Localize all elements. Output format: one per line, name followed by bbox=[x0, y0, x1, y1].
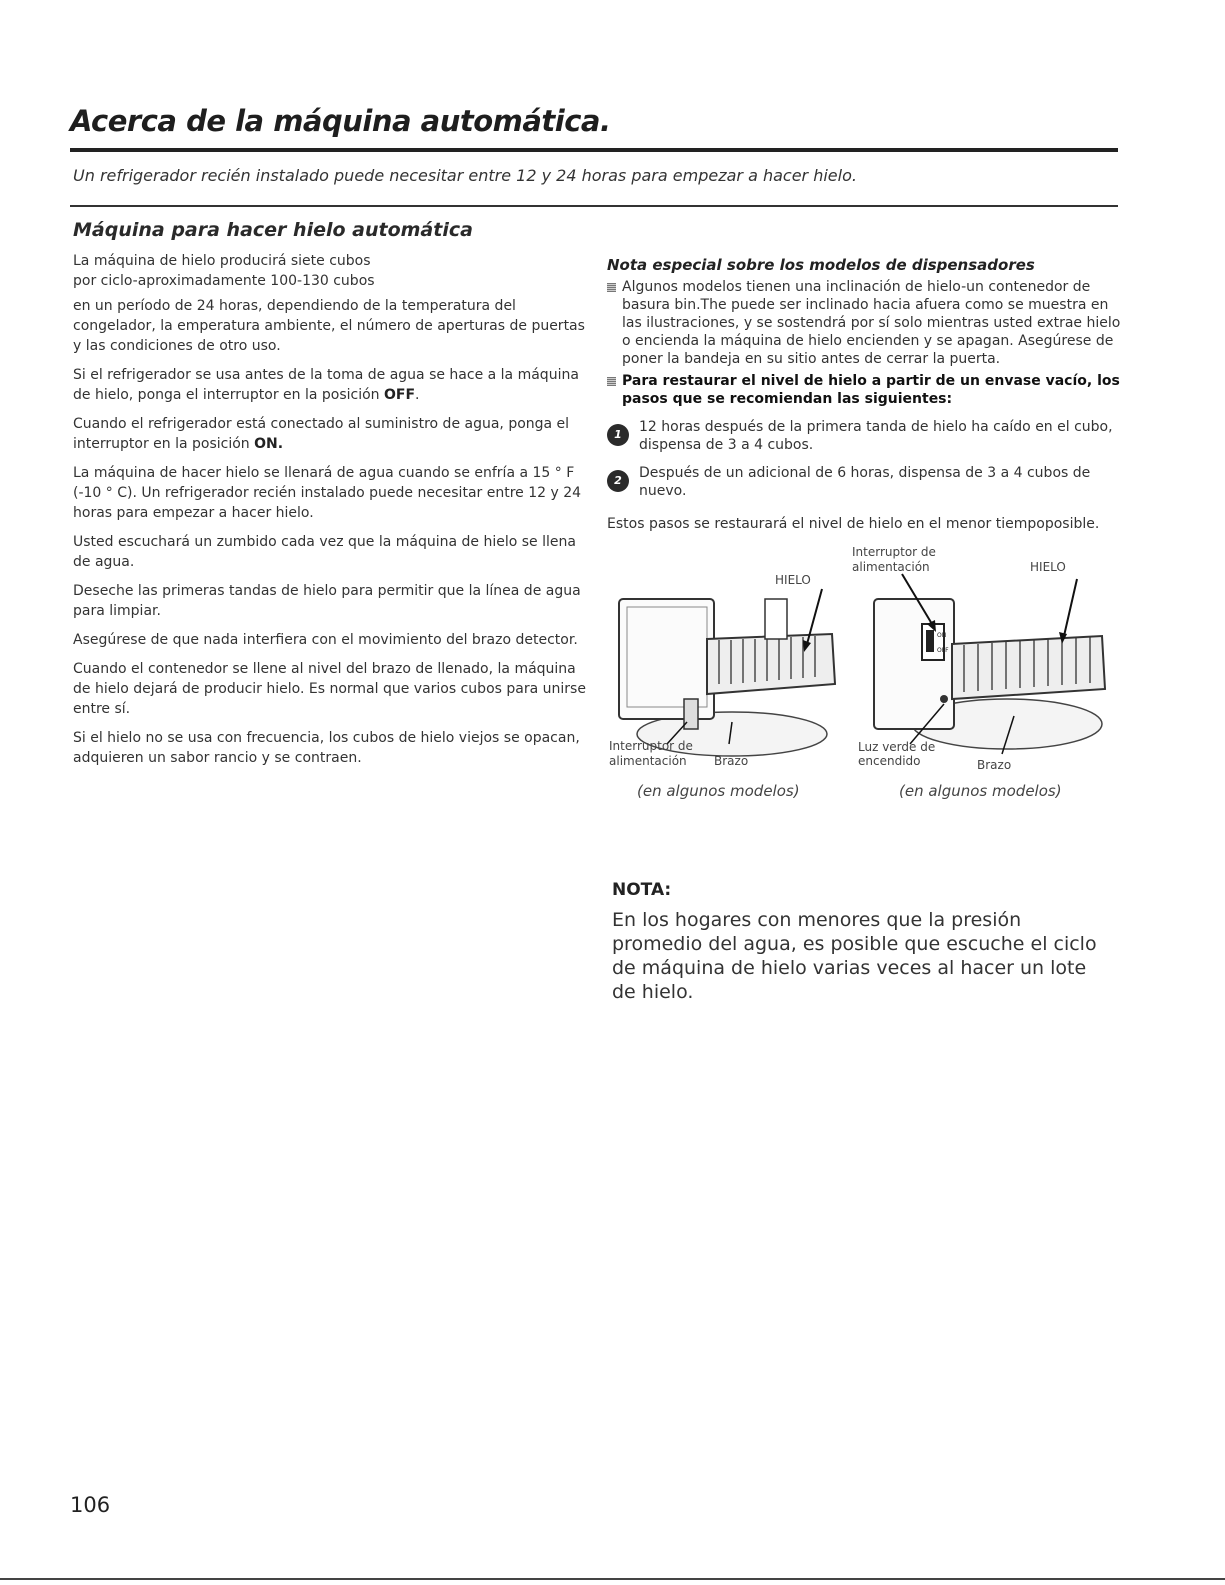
paragraph bbox=[73, 365, 593, 405]
paragraph: en un período de 24 horas, dependiendo de la temperatura del congelador, la emperatura ambiente, el número de aperturas de puertas y las condiciones de otro uso. bbox=[73, 298, 585, 354]
bullet-text: Para restaurar el nivel de hielo a partir de un envase vacío, los pasos que se recomiendan las siguientes: bbox=[622, 373, 1120, 407]
page-number: 106 bbox=[70, 1493, 111, 1517]
after-steps-text: Estos pasos se restaurará el nivel de hielo en el menor tiempoposible. bbox=[607, 516, 1100, 532]
paragraph-text: Si el refrigerador se usa antes de la toma de agua se hace a la máquina de hielo, ponga el interruptor en la posición bbox=[73, 367, 579, 403]
ice-maker-figure-2 bbox=[852, 544, 1117, 778]
green-light-label: encendido bbox=[858, 754, 921, 768]
paragraph: Usted escuchará un zumbido cada vez que la máquina de hielo se llena de agua. bbox=[73, 534, 576, 570]
subtitle-rule bbox=[70, 205, 1118, 207]
keyword-off: OFF bbox=[384, 387, 416, 403]
nota-text: En los hogares con menores que la presión promedio del agua, es posible que escuche el ciclo de máquina de hielo varias veces al hacer un lote de hielo. bbox=[612, 909, 1097, 1003]
switch-off-label: OFF bbox=[937, 647, 949, 654]
paragraph-line: La máquina de hielo producirá siete cubos bbox=[73, 253, 371, 269]
left-column bbox=[73, 251, 593, 777]
paragraph bbox=[73, 251, 593, 291]
step-text: Después de un adicional de 6 horas, dispensa de 3 a 4 cubos de nuevo. bbox=[639, 465, 1091, 499]
paragraph bbox=[73, 414, 593, 454]
step-1 bbox=[607, 418, 1127, 454]
bottom-rule bbox=[0, 1578, 1225, 1580]
bullet-square-icon bbox=[607, 377, 616, 386]
paragraph: Deseche las primeras tandas de hielo para permitir que la línea de agua para limpiar. bbox=[73, 583, 581, 619]
keyword-on: ON. bbox=[254, 436, 284, 452]
power-switch-label: Interruptor de bbox=[609, 739, 693, 753]
arm-label: Brazo bbox=[977, 758, 1012, 772]
step-2 bbox=[607, 464, 1127, 500]
figure-caption: (en algunos modelos) bbox=[637, 782, 800, 800]
note-heading: Nota especial sobre los modelos de dispensadores bbox=[607, 256, 1035, 274]
section-heading: Máquina para hacer hielo automática bbox=[73, 219, 473, 241]
page-title: Acerca de la máquina automática. bbox=[70, 104, 611, 138]
step-text: 12 horas después de la primera tanda de hielo ha caído en el cubo, dispensa de 3 a 4 cubos. bbox=[639, 419, 1113, 453]
ice-maker-figure-1 bbox=[607, 544, 852, 778]
title-rule bbox=[70, 148, 1118, 152]
power-switch-label: Interruptor de bbox=[852, 545, 936, 559]
paragraph-line: por ciclo-aproximadamente 100-130 cubos bbox=[73, 273, 375, 289]
paragraph: Cuando el contenedor se llene al nivel del brazo de llenado, la máquina de hielo dejará de producir hielo. Es normal que varios cubos para unirse entre sí. bbox=[73, 661, 586, 717]
ice-label: HIELO bbox=[775, 573, 811, 587]
power-switch-label: alimentación bbox=[609, 754, 687, 768]
step-number-icon: 2 bbox=[607, 470, 629, 492]
bullet-text: Algunos modelos tienen una inclinación de hielo-un contenedor de basura bin.The puede ser inclinado hacia afuera como se muestra en las ilustraciones, y se sostendrá por sí solo mientras usted extrae hielo o encienda la máquina de hielo encienden y se apagan. Asegúrese de poner la bandeja en su sitio antes de cerrar la puerta. bbox=[622, 279, 1121, 367]
power-switch-label: alimentación bbox=[852, 560, 930, 574]
ice-maker-illustration bbox=[607, 544, 852, 774]
arm-label: Brazo bbox=[714, 754, 749, 768]
paragraph: Asegúrese de que nada interfiera con el movimiento del brazo detector. bbox=[73, 632, 578, 648]
figure-caption: (en algunos modelos) bbox=[899, 782, 1062, 800]
ice-maker-figures bbox=[607, 544, 1117, 802]
bullet-square-icon bbox=[607, 283, 616, 292]
bullet-item bbox=[607, 372, 1127, 408]
switch-on-label: ON bbox=[937, 632, 947, 639]
ice-label: HIELO bbox=[1030, 560, 1066, 574]
bullet-item bbox=[607, 278, 1127, 368]
paragraph: La máquina de hacer hielo se llenará de agua cuando se enfría a 15 ° F (-10 ° C). Un refrigerador recién instalado puede necesitar entre 12 y 24 horas para empezar a hacer hielo. bbox=[73, 465, 582, 521]
green-light-label: Luz verde de bbox=[858, 740, 936, 754]
nota-heading: NOTA: bbox=[612, 880, 672, 900]
step-number-icon: 1 bbox=[607, 424, 629, 446]
paragraph-end: . bbox=[415, 387, 420, 403]
paragraph-text: Cuando el refrigerador está conectado al suministro de agua, ponga el interruptor en la posición bbox=[73, 416, 570, 452]
paragraph: Si el hielo no se usa con frecuencia, los cubos de hielo viejos se opacan, adquieren un sabor rancio y se contraen. bbox=[73, 730, 580, 766]
ice-maker-illustration bbox=[852, 544, 1117, 774]
right-column bbox=[607, 256, 1127, 802]
page-subtitle: Un refrigerador recién instalado puede necesitar entre 12 y 24 horas para empezar a hacer hielo. bbox=[73, 166, 857, 185]
